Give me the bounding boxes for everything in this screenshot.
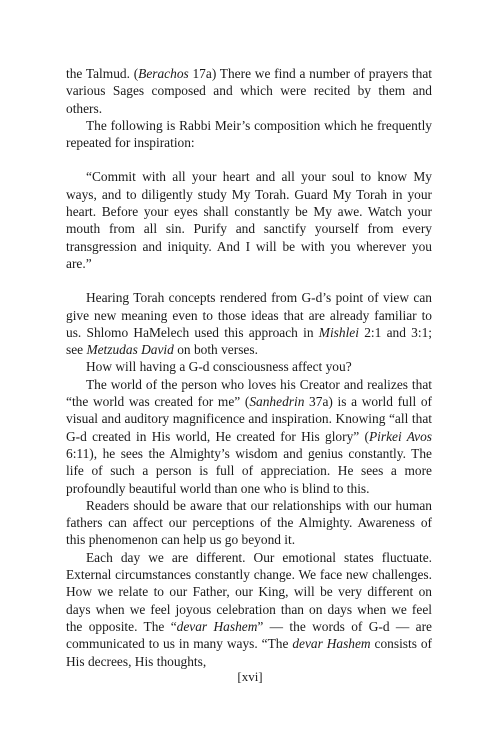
italic-citation: Metzudas David	[86, 342, 174, 358]
italic-citation: Berachos	[138, 66, 189, 81]
text-run: 37a) is a world full of visual and auditory magnificence and inspiration. Knowing “all that G-d created in His world, He created for His glory” (	[66, 394, 432, 444]
italic-citation: Sanhedrin	[249, 394, 305, 410]
paragraph	[66, 376, 432, 497]
text-run: How will having a G-d consciousness affect you?	[86, 359, 352, 375]
text-run: “Commit with all your heart and all your soul to know My ways, and to diligently study My Torah. Guard My Torah in your heart. Before your eyes shall constantly be My awe. Watch your mouth from all sin. Purify and sanctify yourself from every transgression and iniquity. And I will be with you wherever you are.”	[66, 169, 432, 271]
italic-citation: devar Hashem	[292, 636, 371, 652]
text-run: Readers should be aware that our relationships with our human fathers can affect our perceptions of the Almighty. Awareness of this phenomenon can help us go beyond it.	[66, 497, 432, 548]
paragraph	[66, 289, 432, 358]
paragraph	[66, 65, 432, 117]
text-run: the Talmud. (	[66, 66, 139, 81]
paragraph	[66, 358, 432, 375]
text-run: Each day we are different. Our emotional states fluctuate. External circumstances constantly change. We face new challenges. How we relate to our Father, our King, will be very different on days when we feel joyous celebration than on days when we feel the opposite. The “	[66, 549, 432, 634]
text-run: 17a) There we find a number of prayers that various Sages composed and which were recited by them and others.	[66, 66, 432, 116]
italic-citation: Pirkei Avos	[368, 428, 432, 444]
text-run: on both verses.	[173, 342, 258, 358]
page-number: [xvi]	[237, 669, 263, 684]
text-run: 2:1 and 3:1; see	[66, 324, 432, 358]
paragraph	[66, 549, 432, 670]
paragraph	[66, 497, 432, 549]
text-run: ” — the words of G-d — are communicated to us in many ways. “The	[66, 618, 432, 652]
italic-citation: Mishlei	[318, 324, 359, 340]
text-run: The world of the person who loves his Creator and realizes that “the world was created for me” (	[66, 376, 432, 410]
paragraph	[66, 117, 432, 152]
text-run: The following is Rabbi Meir’s composition which he frequently repeated for inspiration:	[66, 117, 432, 151]
text-run: Hearing Torah concepts rendered from G-d’s point of view can give new meaning even to those ideas that are already familiar to us. Shlomo HaMelech used this approach in	[66, 290, 432, 340]
body-text	[66, 65, 432, 670]
italic-citation: devar Hashem	[176, 618, 258, 634]
text-run: 6:11), he sees the Almighty’s wisdom and genius constantly. The life of such a person is full of appreciation. He sees a more profoundly beautiful world than one who is blind to this.	[66, 445, 432, 496]
block-quote	[66, 168, 432, 272]
text-run: consists of His decrees, His thoughts,	[66, 636, 432, 669]
